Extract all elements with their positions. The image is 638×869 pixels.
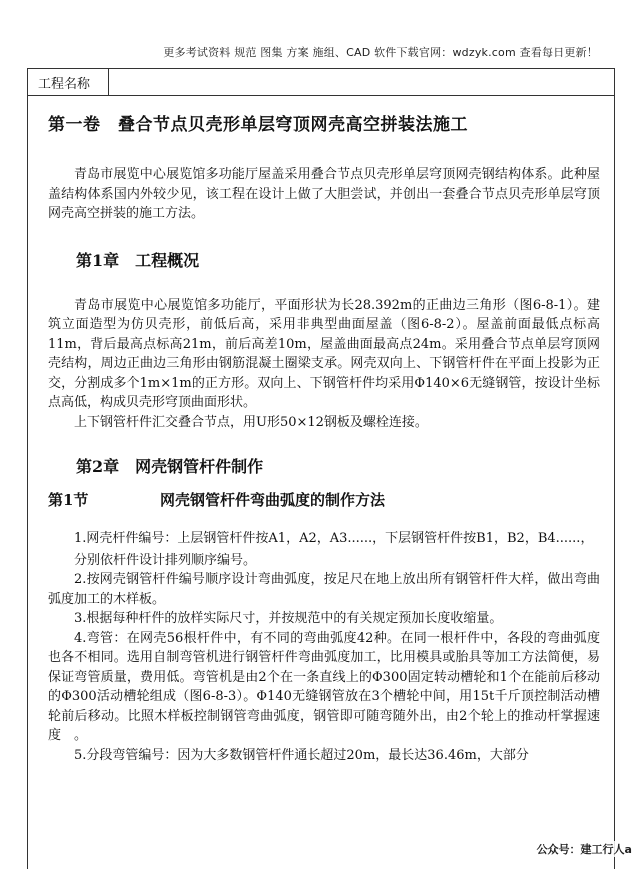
watermark: 公众号：建工行人a: [536, 843, 632, 856]
chapter-1-paragraph-1: 青岛市展览中心展览馆多功能厅，平面形状为长28.392m的正曲边三角形（图6-8-1）。建筑立面造型为仿贝壳形，前低后高，采用非典型曲面屋盖（图6-8-2）。屋盖前面最低点标高11m，背后最高点标高21m，前后高差10m，屋盖曲面最高点24m。采用叠合节点单层穹顶网壳结构，周边正曲边三角形由钢筋混凝土圈梁支承。网壳双向上、下钢管杆件在平面上投影为正交，分割成多个1m×1m的正方形。双向上、下钢管杆件均采用Φ140×6无缝钢管，按设计坐标点高低，构成贝壳形穹顶曲面形状。: [48, 297, 600, 410]
chapter-1-paragraph-2: 上下钢管杆件汇交叠合节点，用U形50×12钢板及螺栓连接。: [74, 414, 428, 430]
item-1-continued: 分别依杆件设计排列顺序编号。: [74, 552, 257, 568]
section-1-number: 第1节: [48, 491, 89, 509]
document-frame: [27, 68, 615, 869]
project-name-label: 工程名称: [28, 69, 109, 95]
volume-title: 第一卷 叠合节点贝壳形单层穹顶网壳高空拼装法施工: [48, 115, 468, 135]
header-note: 更多考试资料 规范 图集 方案 施组、CAD 软件下载官网：wdzyk.com 查看每日更新！: [163, 46, 598, 59]
chapter-1-title: 第1章 工程概况: [76, 250, 200, 270]
section-1-heading: [48, 489, 600, 510]
item-1: 1.网壳杆件编号：上层钢管杆件按A1，A2，A3......，下层钢管杆件按B1，B2，B4......，: [74, 531, 594, 546]
item-5: 5.分段弯管编号：因为大多数钢管杆件通长超过20m，最长达36.46m，大部分: [74, 747, 529, 763]
document-body: [28, 110, 614, 765]
item-4: 4.弯管：在网壳56根杆件中，有不同的弯曲弧度42种。在同一根杆件中，各段的弯曲弧度也各不相同。选用自制弯管机进行钢管杆件弯曲弧度加工，比用模具或胎具等加工方法简便，易保证弯管质量，费用低。弯管机是由2个在一条直线上的Φ300固定转动槽轮和1个在能前后移动的Φ300活动槽轮组成（图6-8-3）。Φ140无缝钢管放在3个槽轮中间，用15t千斤顶控制活动槽轮前后移动。比照木样板控制钢管弯曲弧度，钢管即可随弯随外出，由2个轮上的推动杆掌握速度 。: [48, 630, 600, 743]
project-name-row: [28, 69, 614, 96]
intro-paragraph: 青岛市展览中心展览馆多功能厅屋盖采用叠合节点贝壳形单层穹顶网壳钢结构体系。此种屋盖结构体系国内外较少见，该工程在设计上做了大胆尝试，并创出一套叠合节点贝壳形单层穹顶网壳高空拼装的施工方法。: [48, 167, 600, 221]
item-2: 2.按网壳钢管杆件编号顺序设计弯曲弧度，按足尺在地上放出所有钢管杆件大样，做出弯曲弧度加工的木样板。: [48, 572, 600, 607]
item-3: 3.根据每种杆件的放样实际尺寸，并按规范中的有关规定预加长度收缩量。: [74, 611, 503, 626]
chapter-2-title: 第2章 网壳钢管杆件制作: [76, 457, 264, 476]
section-1-title: 网壳钢管杆件弯曲弧度的制作方法: [160, 491, 386, 509]
